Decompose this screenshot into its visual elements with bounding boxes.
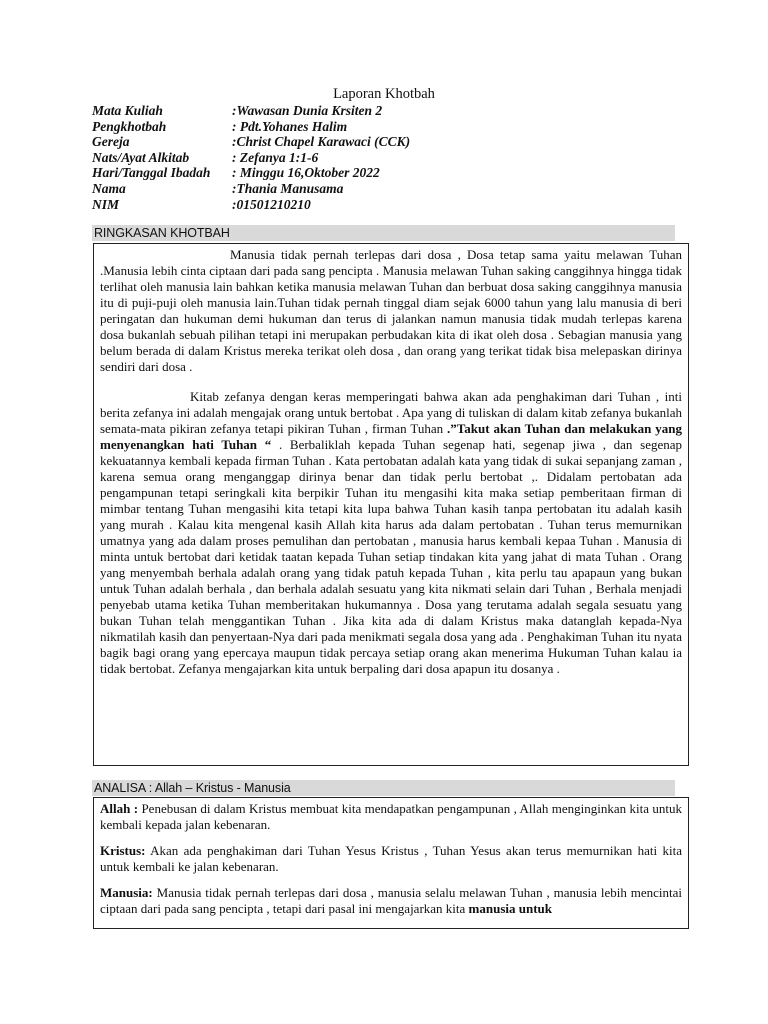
meta-row-nim	[92, 197, 410, 213]
meta-label: Pengkhotbah	[92, 118, 167, 134]
meta-row-nats	[92, 150, 410, 166]
ringkasan-heading: RINGKASAN KHOTBAH	[92, 225, 675, 241]
meta-label: Mata Kuliah	[92, 103, 163, 118]
analisa-manusia-label: Manusia:	[100, 885, 153, 900]
meta-value: :Thania Manusama	[232, 180, 344, 196]
analisa-heading: ANALISA : Allah – Kristus - Manusia	[92, 780, 675, 796]
ringkasan-paragraph-2-text-a: Kitab zefanya dengan keras memperingati bahwa akan ada penghakiman dari Tuhan , inti berita zefanya ini adalah mengajak orang untuk bertobat . Apa yang di tuliskan di dalam kitab zefanya bukanlah semata-mata pikiran zefanya tetapi pikiran Tuhan , firman Tuhan	[100, 389, 682, 436]
meta-row-gereja	[92, 134, 410, 150]
meta-row-nama	[92, 181, 410, 197]
analisa-manusia-text: Manusia tidak pernah terlepas dari dosa , manusia selalu melawan Tuhan , manusia lebih mencintai ciptaan dari pada sang pencipta , tetapi dari pasal ini mengajarkan kita	[100, 885, 682, 916]
ringkasan-paragraph-2-bold: .”Takut akan Tuhan dan melakukan yang menyenangkan hati Tuhan “	[100, 421, 682, 452]
meta-value: : Minggu 16,Oktober 2022	[232, 165, 380, 181]
analisa-kristus	[100, 843, 682, 875]
analisa-kristus-text: Akan ada penghakiman dari Tuhan Yesus Kristus , Tuhan Yesus akan terus memurnikan hati kita untuk kembali ke jalan kebenaran.	[100, 843, 682, 874]
ringkasan-paragraph-1-text: Manusia tidak pernah terlepas dari dosa , Dosa tetap sama yaitu melawan Tuhan .Manusia lebih cinta ciptaan dari pada sang pencipta . Manusia melawan Tuhan saking canggihnya hingga tidak terlihat oleh manusia lain bahkan ketika manusia melawan Tuhan dan berbuat dosa saking canggihnya manusia itu di puji-puji oleh manusia lain.Tuhan tidak pernah tinggal diam sejak 6000 tahun yang lalu manusia di beri peringatan dan hukuman demi hukuman dan terus di jalankan namun manusia tidak mudah terlepas karena dosa bukanlah sebuah pilihan tetapi ini merupakan perbudakan kita di ikat oleh dosa . Sebagian manusia yang belum berada di dalam Kristus mereka terikat oleh dosa , dan orang yang terikat tidak bisa melepaskan dirinya sendiri dari dosa .	[100, 247, 682, 374]
metadata-block	[92, 103, 410, 212]
meta-label: Nats/Ayat Alkitab	[92, 149, 190, 165]
ringkasan-paragraph-1	[100, 247, 682, 375]
ringkasan-paragraph-2	[100, 389, 682, 677]
document-title: Laporan Khotbah	[333, 86, 435, 102]
analisa-kristus-label: Kristus:	[100, 843, 146, 858]
meta-value: : Pdt.Yohanes Halim	[232, 118, 348, 134]
analisa-allah-text: Penebusan di dalam Kristus membuat kita mendapatkan pengampunan , Allah menginginkan kita untuk kembali kepada jalan kebenaran.	[100, 801, 683, 832]
meta-value: : Zefanya 1:1-6	[232, 149, 319, 165]
analisa-manusia-bold: manusia untuk	[468, 901, 553, 916]
analisa-allah	[100, 801, 682, 833]
ringkasan-paragraph-2-text-b: . Berbaliklah kepada Tuhan segenap hati, segenap jiwa , dan segenap kekuatannya kembali kepada firman Tuhan . Kata pertobatan adalah kata yang tidak di sukai sepanjang zaman , karena semua orang menganggap dirinya benar dan tidak perlu bertobat ,. Didalam pertobatan ada pengampunan tetapi seringkali kita berpikir Tuhan itu mengasihi kita maka setiap pemberitaan firman di mimbar tentang Tuhan mengasihi kita tetapi kita lupa bahwa Tuhan kasih tanpa pertobatan itu adalah kasih yang murah . Kalau kita mengenal kasih Allah kita harus ada dalam pertobatan . Tuhan terus memurnikan umatnya yang ada dalam proses pemulihan dan pertobatan , manusia harus kembali kepaa Tuhan . Manusia di minta untuk bertobat dari ketidak taatan kepada Tuhan setiap tindakan kita yang jahat di mata Tuhan . Orang yang menyembah berhala adalah orang yang tidak patuh kepada Tuhan , kita perlu tau apapaun yang bukan untuk Tuhan adalah berhala , dan berhala adalah sesuatu yang kita nikmati selain dari Tuhan , Berhala menjadi penyebab utama ketika Tuhan memberitakan hukumannya . Dosa yang terutama adalah segala sesuatu yang bukan Tuhan telah menggantikan Tuhan . Jika kita ada di dalam Kristus maka datanglah kepada-Nya nikmatilah kasih dan penyertaan-Nya dari pada menikmati segala dosa yang ada . Penghakiman Tuhan itu nyata bagik bagi orang yang epercaya maupun tidak percaya setiap orang akan menerima Hukuman Tuhan kalau ia tidak bertobat. Zefanya mengajarkan kita untuk berpaling dari dosa apapun itu dosanya .	[100, 437, 682, 676]
ringkasan-box	[93, 243, 689, 766]
meta-value: :Wawasan Dunia Krsiten 2	[232, 103, 383, 118]
meta-label: Nama	[92, 180, 126, 196]
meta-row-mata-kuliah	[92, 103, 410, 119]
analisa-box	[93, 797, 689, 929]
meta-label: Gereja	[92, 134, 130, 150]
meta-label: Hari/Tanggal Ibadah	[92, 165, 211, 181]
meta-label: NIM	[92, 196, 120, 212]
analisa-manusia	[100, 885, 682, 917]
meta-value: :01501210210	[232, 196, 311, 212]
meta-row-tanggal	[92, 165, 410, 181]
meta-value: :Christ Chapel Karawaci (CCK)	[232, 134, 411, 150]
meta-row-pengkhotbah	[92, 119, 410, 135]
analisa-allah-label: Allah :	[100, 801, 139, 816]
